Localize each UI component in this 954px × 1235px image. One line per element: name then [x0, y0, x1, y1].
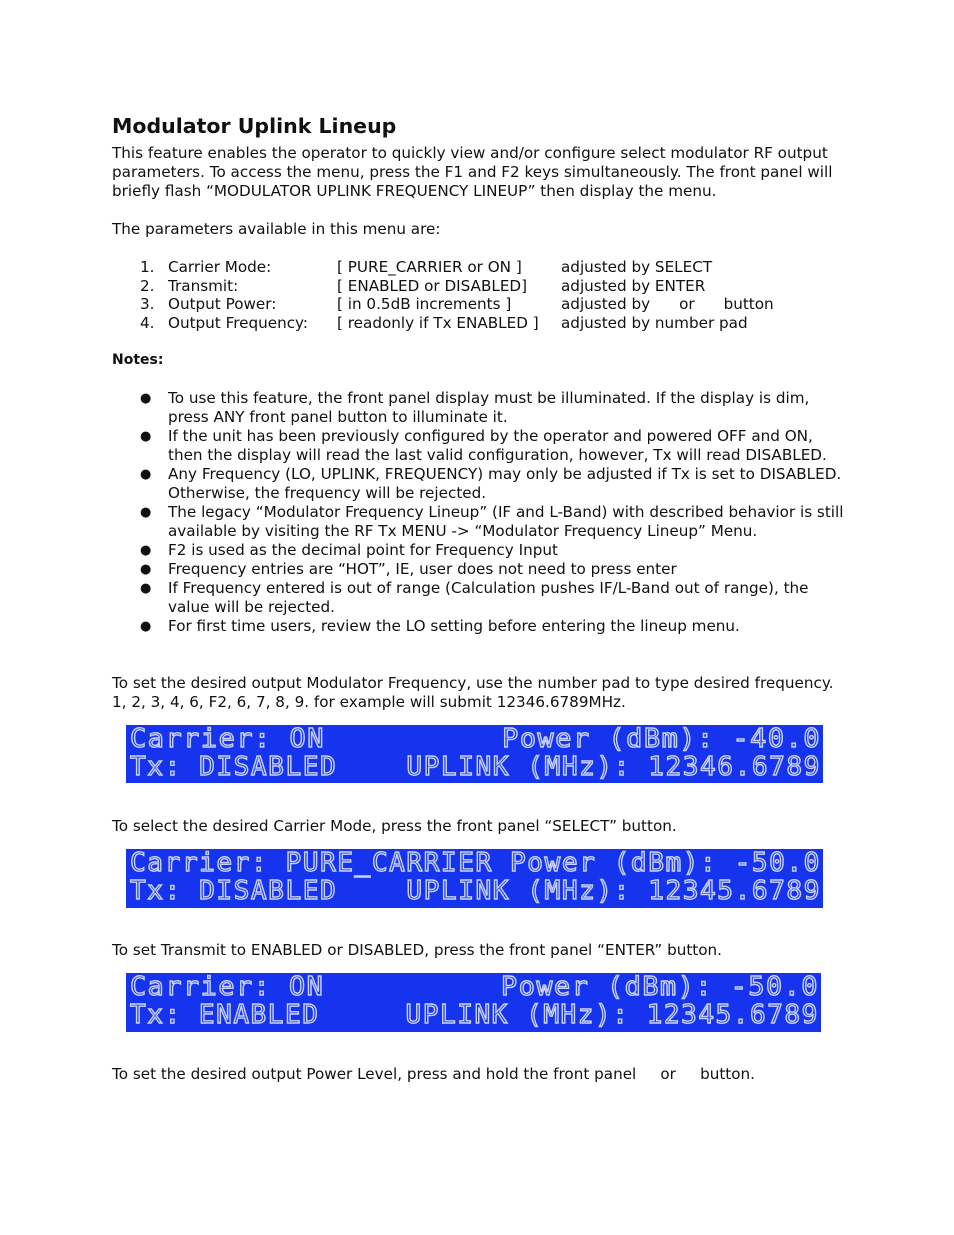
note-text: Frequency entries are “HOT”, IE, user does not need to press enter: [168, 560, 677, 578]
lcd-line-2: Tx: DISABLED UPLINK (MHz): 12345.6789: [130, 876, 821, 906]
param-name: Transmit:: [168, 277, 239, 295]
param-name: Output Power:: [168, 295, 277, 313]
note-item: [140, 560, 850, 579]
param-number: 3.: [140, 295, 155, 313]
page-title: Modulator Uplink Lineup: [112, 114, 397, 138]
note-text: If the unit has been previously configured by the operator and powered OFF and ON, then the display will read the last valid configuration, however, Tx will read DISABLED.: [168, 427, 827, 464]
note-item: [140, 579, 850, 617]
bullet-icon: ●: [140, 562, 152, 577]
notes-heading: Notes:: [112, 352, 164, 368]
bullet-icon: ●: [140, 391, 152, 406]
note-text: Any Frequency (LO, UPLINK, FREQUENCY) may only be adjusted if Tx is set to DISABLED. Otherwise, the frequency will be rejected.: [168, 465, 842, 502]
bullet-icon: ●: [140, 619, 152, 634]
lcd-line-1: Carrier: PURE_CARRIER Power (dBm): -50.0: [130, 849, 821, 878]
param-adjust: adjusted by number pad: [561, 314, 748, 332]
note-text: For first time users, review the LO setting before entering the lineup menu.: [168, 617, 740, 635]
param-range: [ in 0.5dB increments ]: [337, 295, 512, 313]
param-number: 4.: [140, 314, 155, 332]
bullet-icon: ●: [140, 467, 152, 482]
intro-paragraph: This feature enables the operator to quickly view and/or configure select modulator RF output parameters. To access the menu, press the F1 and F2 keys simultaneously. The front panel will briefly flash “MODULATOR UPLINK FREQUENCY LINEUP” then display the menu.: [112, 144, 833, 200]
param-name: Output Frequency:: [168, 314, 309, 332]
note-item: [140, 389, 850, 427]
bullet-icon: ●: [140, 429, 152, 444]
param-adjust: adjusted by SELECT: [561, 258, 713, 276]
carrier-paragraph: To select the desired Carrier Mode, press the front panel “SELECT” button.: [112, 817, 677, 835]
frequency-paragraph: To set the desired output Modulator Frequency, use the number pad to type desired frequency. 1, 2, 3, 4, 6, F2, 6, 7, 8, 9. for example will submit 12346.6789MHz.: [112, 674, 834, 711]
lcd-display-transmit: [126, 973, 821, 1032]
note-text: If Frequency entered is out of range (Calculation pushes IF/L-Band out of range), the value will be rejected.: [168, 579, 809, 616]
params-intro: The parameters available in this menu are:: [112, 220, 441, 238]
lcd-line-1: Carrier: ON Power (dBm): -40.0: [130, 725, 822, 754]
param-name: Carrier Mode:: [168, 258, 272, 276]
notes-list: [140, 389, 850, 636]
bullet-icon: ●: [140, 543, 152, 558]
note-text: The legacy “Modulator Frequency Lineup” (IF and L-Band) with described behavior is still available by visiting the RF Tx MENU -> “Modulator Frequency Lineup” Menu.: [168, 503, 844, 540]
transmit-paragraph: To set Transmit to ENABLED or DISABLED, press the front panel “ENTER” button.: [112, 941, 722, 959]
note-item: [140, 503, 850, 541]
param-range: [ PURE_CARRIER or ON ]: [337, 258, 522, 276]
power-paragraph: To set the desired output Power Level, press and hold the front panel or button.: [112, 1065, 755, 1083]
note-item: [140, 427, 850, 465]
note-item: [140, 617, 850, 636]
lcd-line-1: Carrier: ON Power (dBm): -50.0: [130, 973, 820, 1002]
lcd-display-uplink: [126, 725, 823, 783]
note-item: [140, 541, 850, 560]
param-number: 1.: [140, 258, 155, 276]
param-range: [ ENABLED or DISABLED]: [337, 277, 528, 295]
param-adjust: adjusted by or button: [561, 295, 774, 313]
param-adjust: adjusted by ENTER: [561, 277, 706, 295]
bullet-icon: ●: [140, 581, 152, 596]
bullet-icon: ●: [140, 505, 152, 520]
param-range: [ readonly if Tx ENABLED ]: [337, 314, 539, 332]
note-text: To use this feature, the front panel display must be illuminated. If the display is dim, press ANY front panel button to illuminate it.: [168, 389, 810, 426]
param-number: 2.: [140, 277, 155, 295]
note-text: F2 is used as the decimal point for Frequency Input: [168, 541, 558, 559]
lcd-line-2: Tx: DISABLED UPLINK (MHz): 12346.6789: [130, 752, 821, 782]
note-item: [140, 465, 850, 503]
lcd-display-carrier: [126, 849, 823, 908]
lcd-line-2: Tx: ENABLED UPLINK (MHz): 12345.6789: [130, 1000, 819, 1030]
